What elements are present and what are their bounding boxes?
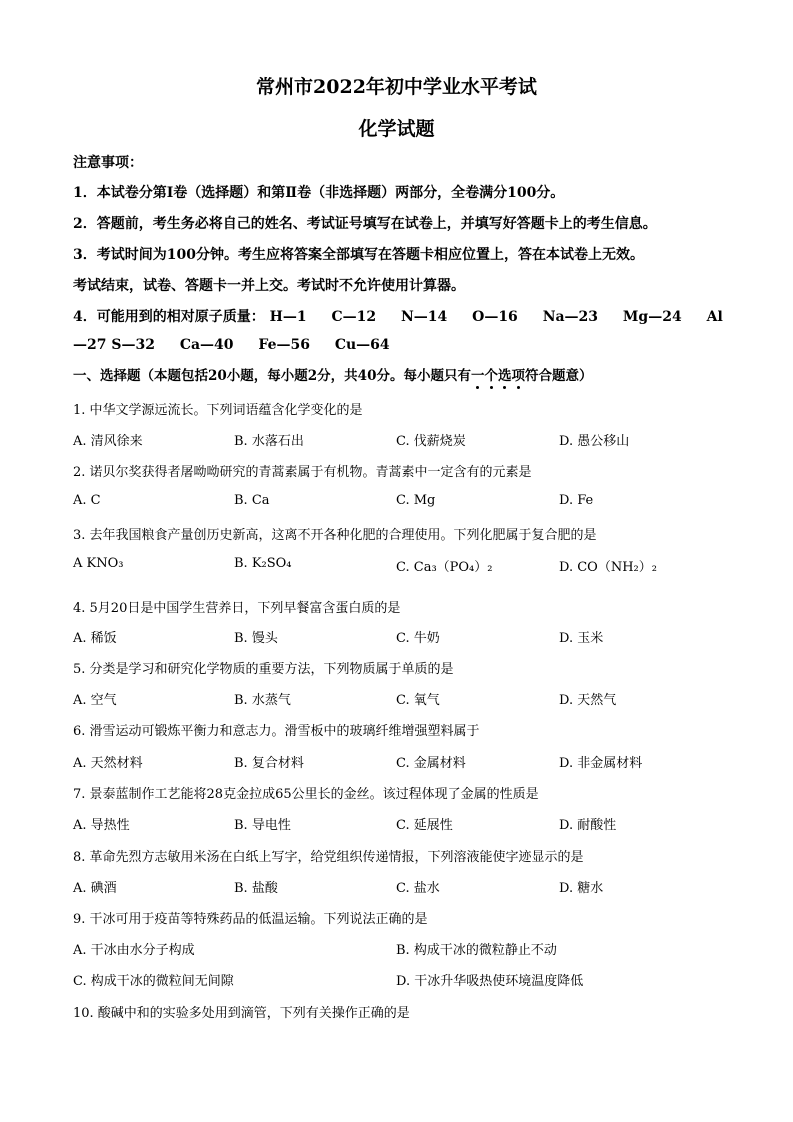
option-b: B. Ca — [234, 493, 270, 508]
option-c: C. Mg — [396, 493, 436, 508]
option-d: D. 干冰升华吸热使环境温度降低 — [396, 974, 584, 989]
option-b: B. 导电性 — [234, 818, 291, 833]
question-stem: 10. 酸碱中和的实验多处用到滴管，下列有关操作正确的是 — [73, 1006, 410, 1021]
emphasis-char: 一 — [470, 368, 485, 384]
notice-item-2: 2．答题前，考生务必将自己的姓名、考试证号填写在试卷上，并填写好答题卡上的考生信息。 — [73, 216, 657, 232]
option-c: C. 伐薪烧炭 — [396, 434, 466, 449]
atomic-mass: C—12 — [331, 309, 377, 325]
section-heading — [73, 364, 592, 384]
option-c: C. 牛奶 — [396, 631, 440, 646]
option-a: A. 清风徐来 — [73, 434, 143, 449]
option-a: A KNO₃ — [73, 556, 124, 571]
question-stem: 5. 分类是学习和研究化学物质的重要方法，下列物质属于单质的是 — [73, 662, 454, 677]
exam-title: 常州市2022年初中学业水平考试 — [256, 76, 537, 98]
option-c: C. 氧气 — [396, 693, 440, 708]
atomic-mass: Na—23 — [542, 309, 599, 325]
option-c: C. Ca₃（PO₄）₂ — [396, 560, 493, 575]
notice-item-4 — [73, 306, 723, 326]
question-stem: 3. 去年我国粮食产量创历史新高，这离不开各种化肥的合理使用。下列化肥属于复合肥的是 — [73, 528, 597, 543]
option-b: B. 水蒸气 — [234, 693, 291, 708]
option-a: A. 天然材料 — [73, 756, 143, 771]
option-c: C. 金属材料 — [396, 756, 466, 771]
notice-heading: 注意事项： — [73, 155, 143, 171]
question-stem: 8. 革命先烈方志敏用米汤在白纸上写字，给党组织传递情报，下列溶液能使字迹显示的是 — [73, 850, 584, 865]
atomic-mass: Cu—64 — [334, 337, 390, 353]
atomic-mass-label: 4．可能用到的相对原子质量： — [73, 309, 265, 325]
question-stem: 7. 景泰蓝制作工艺能将28克金拉成65公里长的金丝。该过程体现了金属的性质是 — [73, 787, 539, 802]
option-b: B. 构成干冰的微粒静止不动 — [396, 943, 557, 958]
option-d: D. Fe — [559, 493, 594, 508]
option-d: D. 非金属材料 — [559, 756, 643, 771]
option-c: C. 延展性 — [396, 818, 453, 833]
option-c: C. 构成干冰的微粒间无间隙 — [73, 974, 234, 989]
option-b: B. 水落石出 — [234, 434, 304, 449]
question-stem: 1. 中华文学源远流长。下列词语蕴含化学变化的是 — [73, 403, 363, 418]
notice-item-3: 3．考试时间为100分钟。考生应将答案全部填写在答题卡相应位置上，答在本试卷上无效。 — [73, 247, 644, 263]
atomic-mass: H—1 — [269, 309, 307, 325]
option-c: C. 盐水 — [396, 881, 440, 896]
option-d: D. 愚公移山 — [559, 434, 630, 449]
option-a: A. 稀饭 — [73, 631, 117, 646]
option-d: D. 耐酸性 — [559, 818, 617, 833]
notice-item-3-cont: 考试结束，试卷、答题卡一并上交。考试时不允许使用计算器。 — [73, 278, 465, 294]
emphasis-char: 个 — [484, 368, 498, 384]
notice-item-4-cont — [73, 337, 410, 353]
question-stem: 6. 滑雪运动可锻炼平衡力和意志力。滑雪板中的玻璃纤维增强塑料属于 — [73, 724, 480, 739]
question-stem: 2. 诺贝尔奖获得者屠呦呦研究的青蒿素属于有机物。青蒿素中一定含有的元素是 — [73, 465, 532, 480]
option-d: D. 玉米 — [559, 631, 604, 646]
section-heading-text: 一、选择题（本题包括20小题，每小题2分，共40分。每小题只有 — [73, 368, 471, 384]
option-a: A. 空气 — [73, 693, 117, 708]
option-d: D. 糖水 — [559, 881, 604, 896]
option-a: A. 导热性 — [73, 818, 130, 833]
atomic-mass: —27 S—32 — [73, 337, 155, 353]
emphasis-char: 选 — [497, 368, 512, 384]
option-b: B. K₂SO₄ — [234, 556, 292, 571]
atomic-mass: O—16 — [472, 309, 518, 325]
option-a: A. 碘酒 — [73, 881, 117, 896]
option-b: B. 盐酸 — [234, 881, 278, 896]
atomic-mass: N—14 — [400, 309, 448, 325]
atomic-mass: Al — [706, 309, 723, 325]
question-stem: 4. 5月20日是中国学生营养日，下列早餐富含蛋白质的是 — [73, 601, 401, 616]
question-stem: 9. 干冰可用于疫苗等特殊药品的低温运输。下列说法正确的是 — [73, 912, 428, 927]
option-d: D. 天然气 — [559, 693, 617, 708]
option-b: B. 馒头 — [234, 631, 278, 646]
atomic-mass: Fe—56 — [258, 337, 310, 353]
option-a: A. C — [73, 493, 101, 508]
exam-subtitle: 化学试题 — [358, 118, 435, 140]
option-b: B. 复合材料 — [234, 756, 304, 771]
emphasis-char: 项 — [511, 368, 525, 384]
atomic-mass: Ca—40 — [179, 337, 234, 353]
option-d: D. CO（NH₂）₂ — [559, 560, 657, 575]
option-a: A. 干冰由水分子构成 — [73, 943, 195, 958]
section-heading-text: 符合题意） — [524, 368, 593, 384]
notice-item-1: 1．本试卷分第Ⅰ卷（选择题）和第Ⅱ卷（非选择题）两部分，全卷满分100分。 — [73, 185, 565, 201]
atomic-mass: Mg—24 — [622, 309, 682, 325]
